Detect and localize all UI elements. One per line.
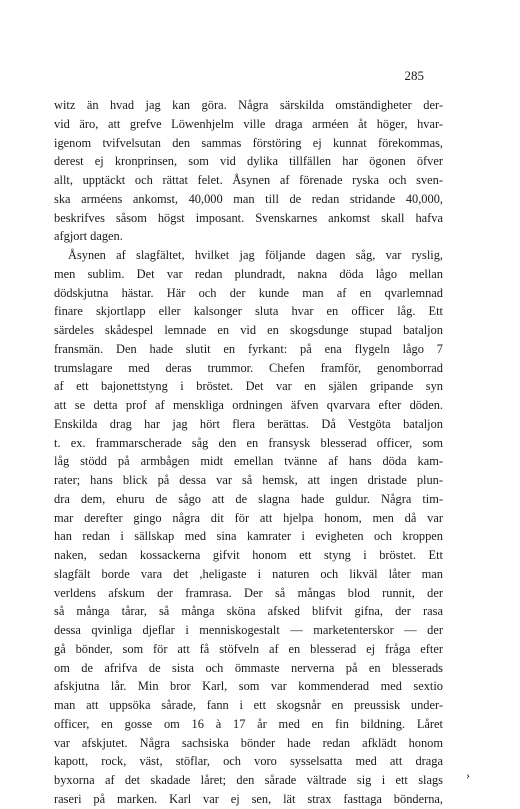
text-line: slagfält borde vara det ,heligaste i naturen och likväl låter man <box>54 566 443 581</box>
text-line: vid äro, att grefve Löwenhjelm ville draga arméen åt höger, hvar- <box>54 116 443 131</box>
text-line: låg stödd på armbågen midt emellan tvänne af hans döda kam- <box>54 454 443 469</box>
text-line: derest ej kronprinsen, som vid dylika tillfällen har ögonen öfver <box>54 154 443 169</box>
text-line: allt, upptäckt och rättat felet. Åsynen af förenade ryska och sven- <box>54 173 443 187</box>
page-number: 285 <box>404 68 424 83</box>
text-line: trumslagare med deras trummor. Chefen framför, genomborrad <box>54 360 443 375</box>
text-line: fransmän. Den hade slutit en fyrkant: på ena flygeln lågo 7 <box>54 341 443 356</box>
text-line: rater; hans blick på dessa var så hemsk, att ingen dristade plun- <box>54 473 443 487</box>
text-line: kapott, rock, väst, stöflar, och voro sysselsatta med att draga <box>54 754 443 769</box>
stray-mark: › <box>466 768 470 782</box>
text-line: att se detta prof af menskliga ordningen äfven qvarvara efter döden. <box>54 398 443 412</box>
text-line: men sublim. Det var redan plundradt, nakna döda lågo mellan <box>54 266 443 281</box>
text-line: byxorna af det skadade låret; den sårade vältrade sig i ett slags <box>54 773 443 787</box>
text-line: mar derefter gingo några dit för att hjelpa honom, men då var <box>54 510 443 525</box>
paragraph-1 <box>54 96 443 246</box>
text-line: af ett bajonettstyng i bröstet. Det var en själen gripande syn <box>54 379 443 394</box>
text-line: igenom tvifvelsutan den sammas förstöring ej kunnat förekommas, <box>54 135 443 150</box>
text-line: t. ex. frammarscherade såg den en fransysk blesserad officer, som <box>54 435 443 450</box>
text-line: raseri på marken. Karl var ej sen, lät strax fasttaga bönderna, <box>54 791 443 806</box>
text-line: dra dem, ehuru de sågo att de slagna hade guldur. Några tim- <box>54 491 443 506</box>
text-line: dödskjutna hästar. Här och der kunde man af en qvarlemnad <box>54 285 443 300</box>
text-line: witz än hvad jag kan göra. Några särskilda omständigheter der- <box>54 98 443 112</box>
text-line: officer, en gosse om 16 à 17 år med en fin bildning. Låret <box>54 716 443 731</box>
text-line: man att uppsöka sårade, fann i ett skogsnår en preussisk under- <box>54 698 443 712</box>
text-line: Enskilda drag har jag hört flera berättas. Då Vestgöta bataljon <box>54 416 443 431</box>
text-line: om de afrifva de sista och ömmaste nerverna på en blesserads <box>54 660 443 675</box>
text-line: dessa qvinliga djeflar i menniskogestalt — marketenterskor — der <box>54 623 443 637</box>
text-line: verldens afskum der framrasa. Der så mångas blod runnit, der <box>54 585 443 600</box>
text-line: finare skjortlapp eller kalsonger sluta hvar en officer låg. Ett <box>54 304 443 319</box>
text-line: afskjutna lår. Min bror Karl, som var kommenderad med sextio <box>54 679 443 694</box>
text-line: särdeles skådespel lemnade en vid en skogsdunge stupad bataljon <box>54 323 443 337</box>
text-line: ska arméens ankomst, 40,000 man till de redan stridande 40,000, <box>54 191 443 206</box>
text-line: naken, sedan kossackerna gifvit honom ett styng i bröstet. Ett <box>54 548 443 562</box>
text-line: han redan i sällskap med sina kamrater i evigheten och kroppen <box>54 529 443 544</box>
text-line: var afskjutet. Några sachsiska bönder hade redan afklädt honom <box>54 735 443 750</box>
body-text <box>54 96 443 809</box>
text-line: beskrifves såsom högst imposant. Svenskarnes ankomst skall hafva <box>54 210 443 225</box>
paragraph-2 <box>54 246 443 809</box>
text-line: afgjort dagen. <box>54 229 123 244</box>
text-line: gå bönder, som för att få stöfveln af en blesserad ej fråga efter <box>54 641 443 656</box>
text-line: Åsynen af slagfältet, hvilket jag följande dagen såg, var ryslig, <box>68 248 443 262</box>
text-line: så många tårar, så många sköna afsked blifvit gifna, der rasa <box>54 604 443 619</box>
